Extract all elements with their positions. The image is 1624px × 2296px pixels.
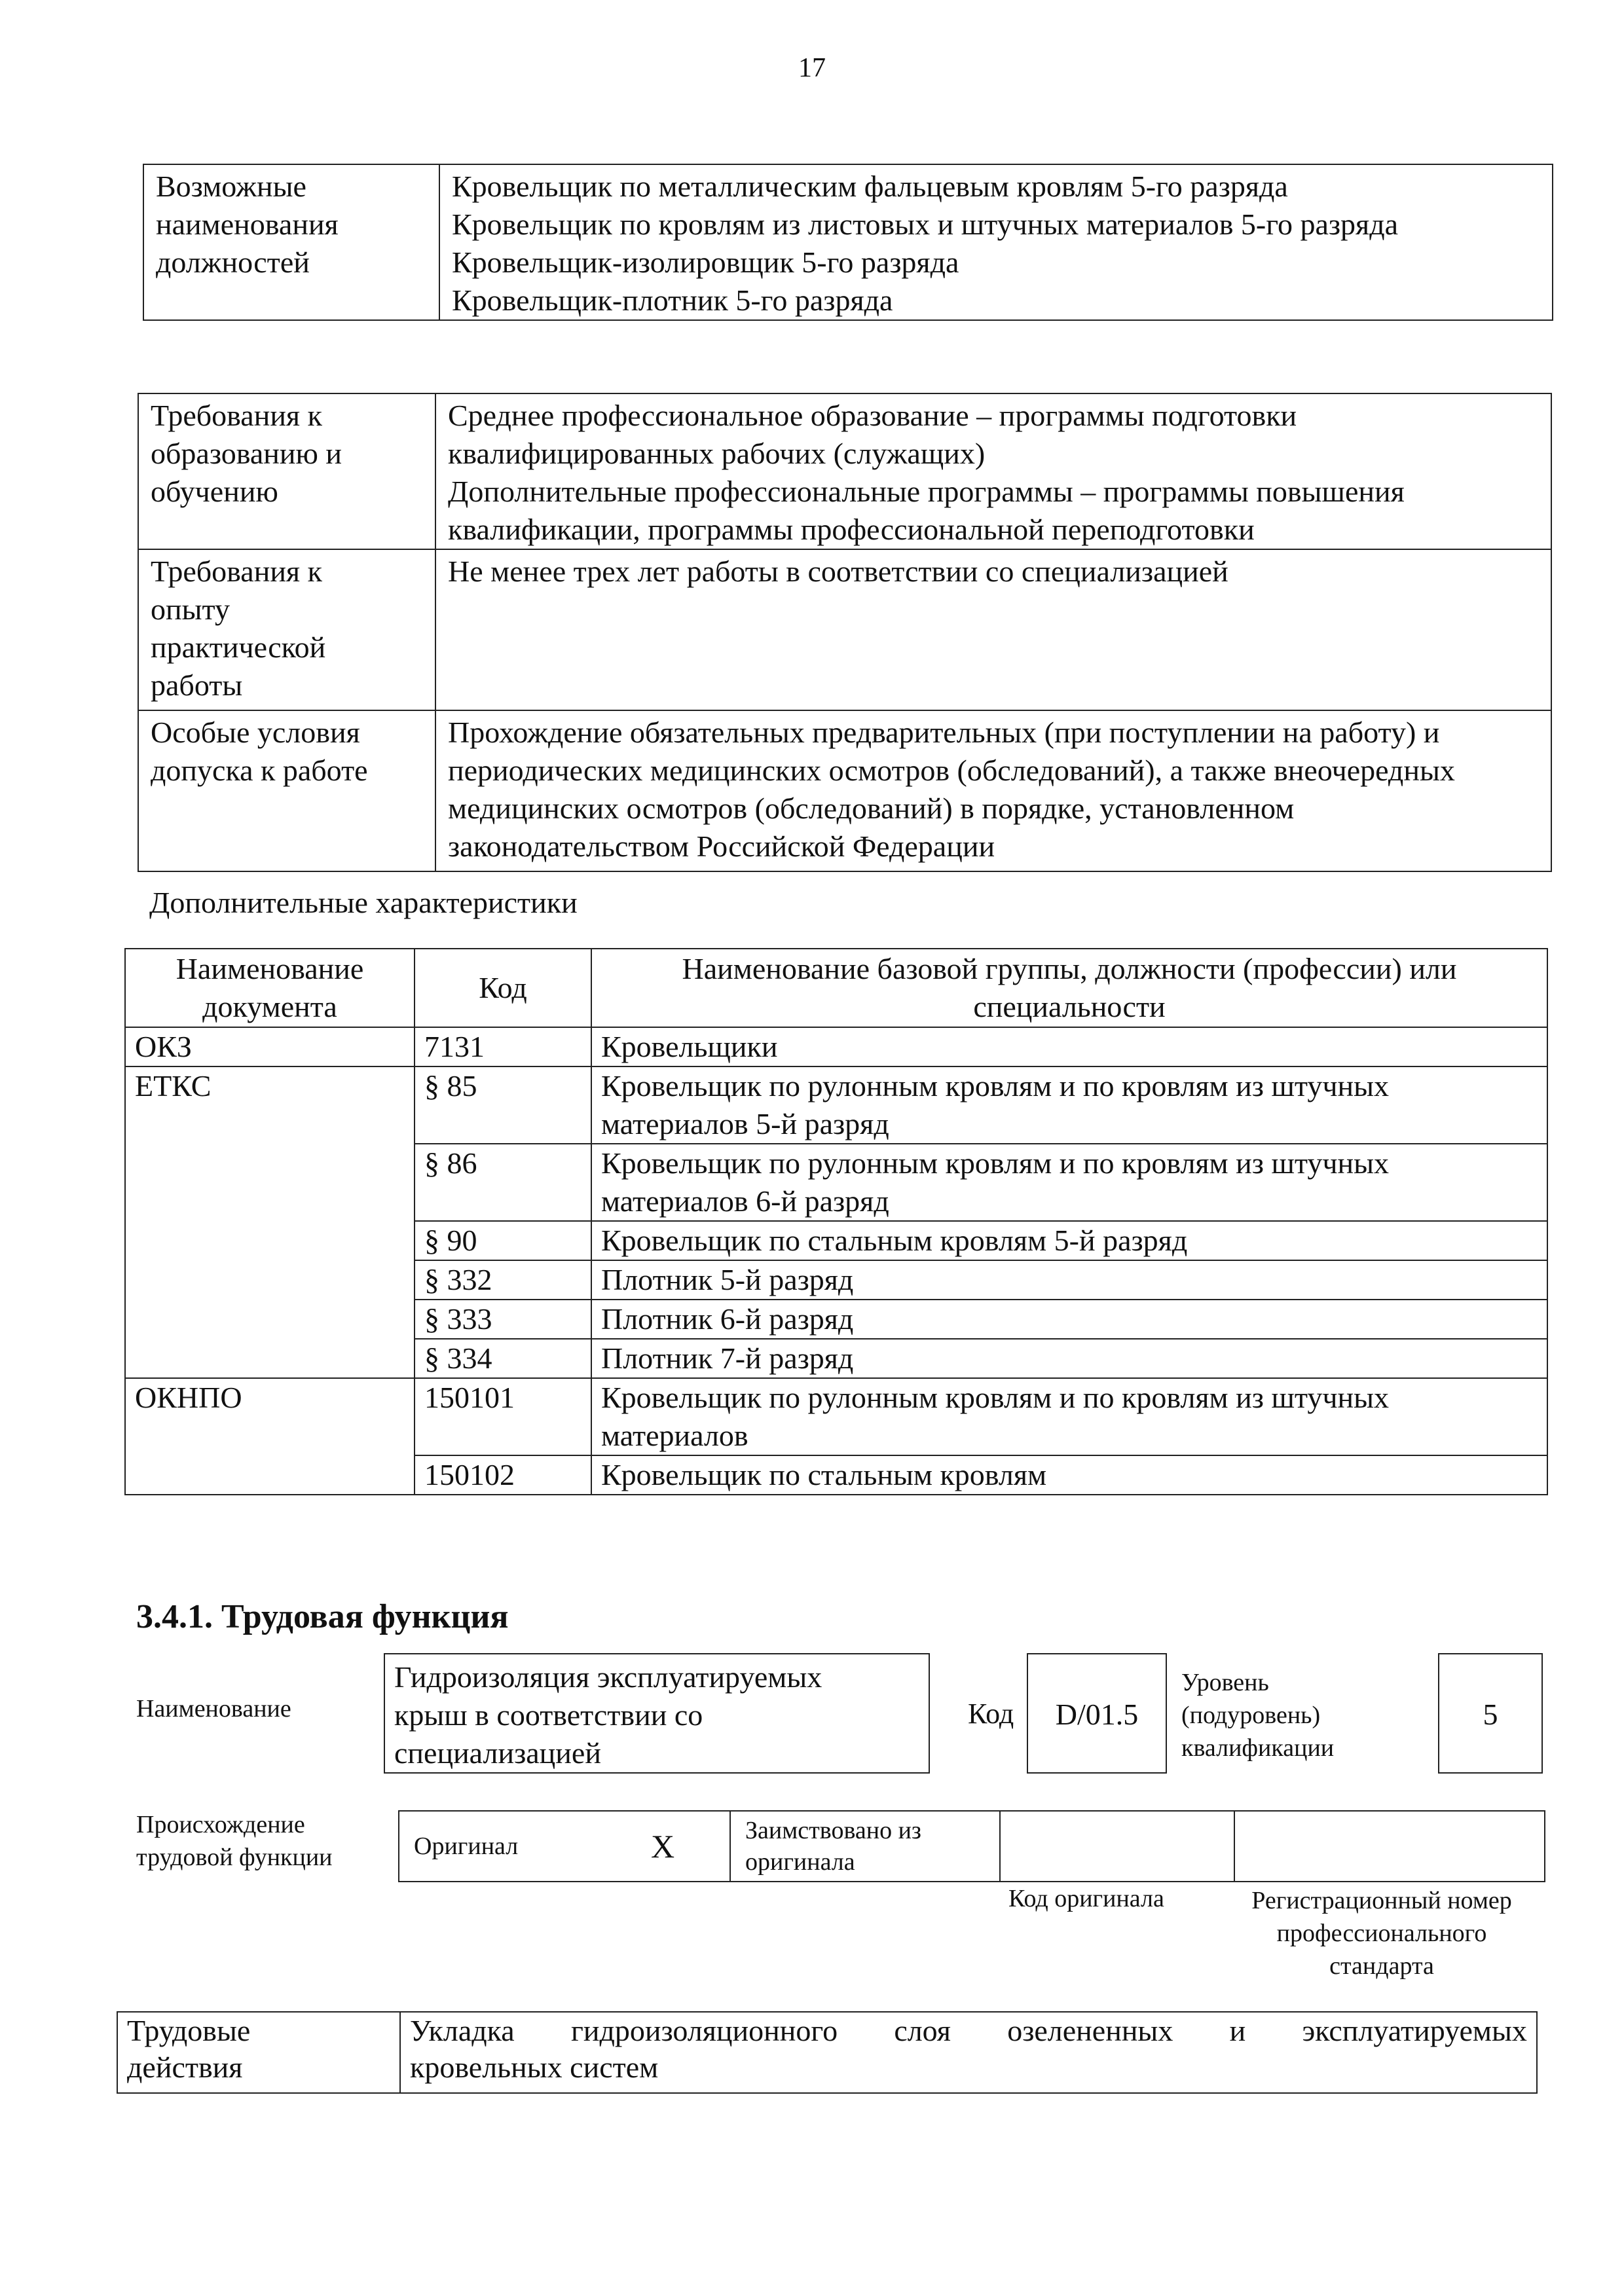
position-item: Кровельщик-изолировщик 5-го разряда (452, 246, 959, 279)
table-row: ОКНПО 150101 Кровельщик по рулонным кровлям и по кровлям из штучных материалов (125, 1378, 1547, 1455)
education-requirements-row (138, 393, 1551, 549)
table-row: § 90 Кровельщик по стальным кровлям 5-й разряд (125, 1221, 1547, 1260)
positions-table (143, 164, 1553, 321)
position-item: Кровельщик-плотник 5-го разряда (452, 283, 893, 317)
table-row: § 86 Кровельщик по рулонным кровлям и по кровлям из штучных материалов 6-й разряд (125, 1144, 1547, 1221)
table-row: § 332 Плотник 5-й разряд (125, 1260, 1547, 1300)
header-code: Код (415, 949, 591, 1027)
positions-list (439, 164, 1553, 320)
positions-label: Возможные наименования должностей (143, 164, 439, 320)
table-row: 150102 Кровельщик по стальным кровлям (125, 1455, 1547, 1495)
position-item: Кровельщик по кровлям из листовых и штучных материалов 5-го разряда (452, 208, 1399, 241)
labour-actions-label: Трудовые действия (117, 2012, 400, 2093)
registration-number-caption: Регистрационный номер профессионального стандарта (1251, 1887, 1512, 1980)
table-row: § 333 Плотник 6-й разряд (125, 1300, 1547, 1339)
admission-conditions-row (138, 710, 1551, 871)
experience-value: Не менее трех лет работы в соответствии со специализацией (435, 549, 1551, 710)
original-code-caption: Код оригинала (1008, 1885, 1164, 1912)
section-heading: 3.4.1. Трудовая функция (136, 1598, 509, 1635)
function-name-label: Наименование (136, 1695, 291, 1722)
page-number: 17 (798, 53, 826, 83)
additional-characteristics-title: Дополнительные характеристики (149, 886, 578, 919)
additional-characteristics-table (124, 948, 1548, 1495)
function-origin-label: Происхождение трудовой функции (136, 1811, 333, 1871)
admission-label: Особые условия допуска к работе (138, 710, 435, 871)
education-value: Среднее профессиональное образование – программы подготовки квалифицированных рабочих (служащих) Дополнительные профессиональные программы – программы повышения квалификации, программы профессиональной переподготовки (435, 393, 1551, 549)
table-row: ОКЗ 7131 Кровельщики (125, 1027, 1547, 1066)
function-code-label: Код (968, 1698, 1014, 1730)
requirements-table (138, 393, 1552, 872)
borrowed-label: Заимствовано из оригинала (730, 1811, 1000, 1882)
table-header-row (125, 949, 1547, 1027)
qualification-level-box: 5 (1438, 1653, 1543, 1774)
original-mark: X (595, 1811, 730, 1882)
registration-number-cell (1234, 1811, 1545, 1882)
function-code-box: D/01.5 (1027, 1653, 1167, 1774)
header-document: Наименование документа (125, 949, 415, 1027)
original-label: Оригинал (399, 1811, 595, 1882)
table-row: § 334 Плотник 7-й разряд (125, 1339, 1547, 1378)
function-name-box: Гидроизоляция эксплуатируемых крыш в соответствии со специализацией (384, 1653, 930, 1774)
qualification-level-label: Уровень (подуровень) квалификации (1181, 1669, 1335, 1762)
experience-requirements-row (138, 549, 1551, 710)
origin-table (398, 1810, 1545, 1882)
admission-value: Прохождение обязательных предварительных (при поступлении на работу) и периодических медицинских осмотров (обследований), а также внеочередных медицинских осмотров (обследований) в порядке, установленном законодательством Российской Федерации (435, 710, 1551, 871)
labour-actions-value: Укладка гидроизоляционного слоя озелененных и эксплуатируемых кровельных систем (400, 2012, 1537, 2093)
table-row: ЕТКС § 85 Кровельщик по рулонным кровлям и по кровлям из штучных материалов 5-й разряд (125, 1066, 1547, 1144)
education-label: Требования к образованию и обучению (138, 393, 435, 549)
labour-actions-table (117, 2011, 1538, 2094)
experience-label: Требования к опыту практической работы (138, 549, 435, 710)
header-name: Наименование базовой группы, должности (профессии) или специальности (591, 949, 1547, 1027)
position-item: Кровельщик по металлическим фальцевым кровлям 5-го разряда (452, 170, 1288, 203)
original-code-cell (1000, 1811, 1234, 1882)
